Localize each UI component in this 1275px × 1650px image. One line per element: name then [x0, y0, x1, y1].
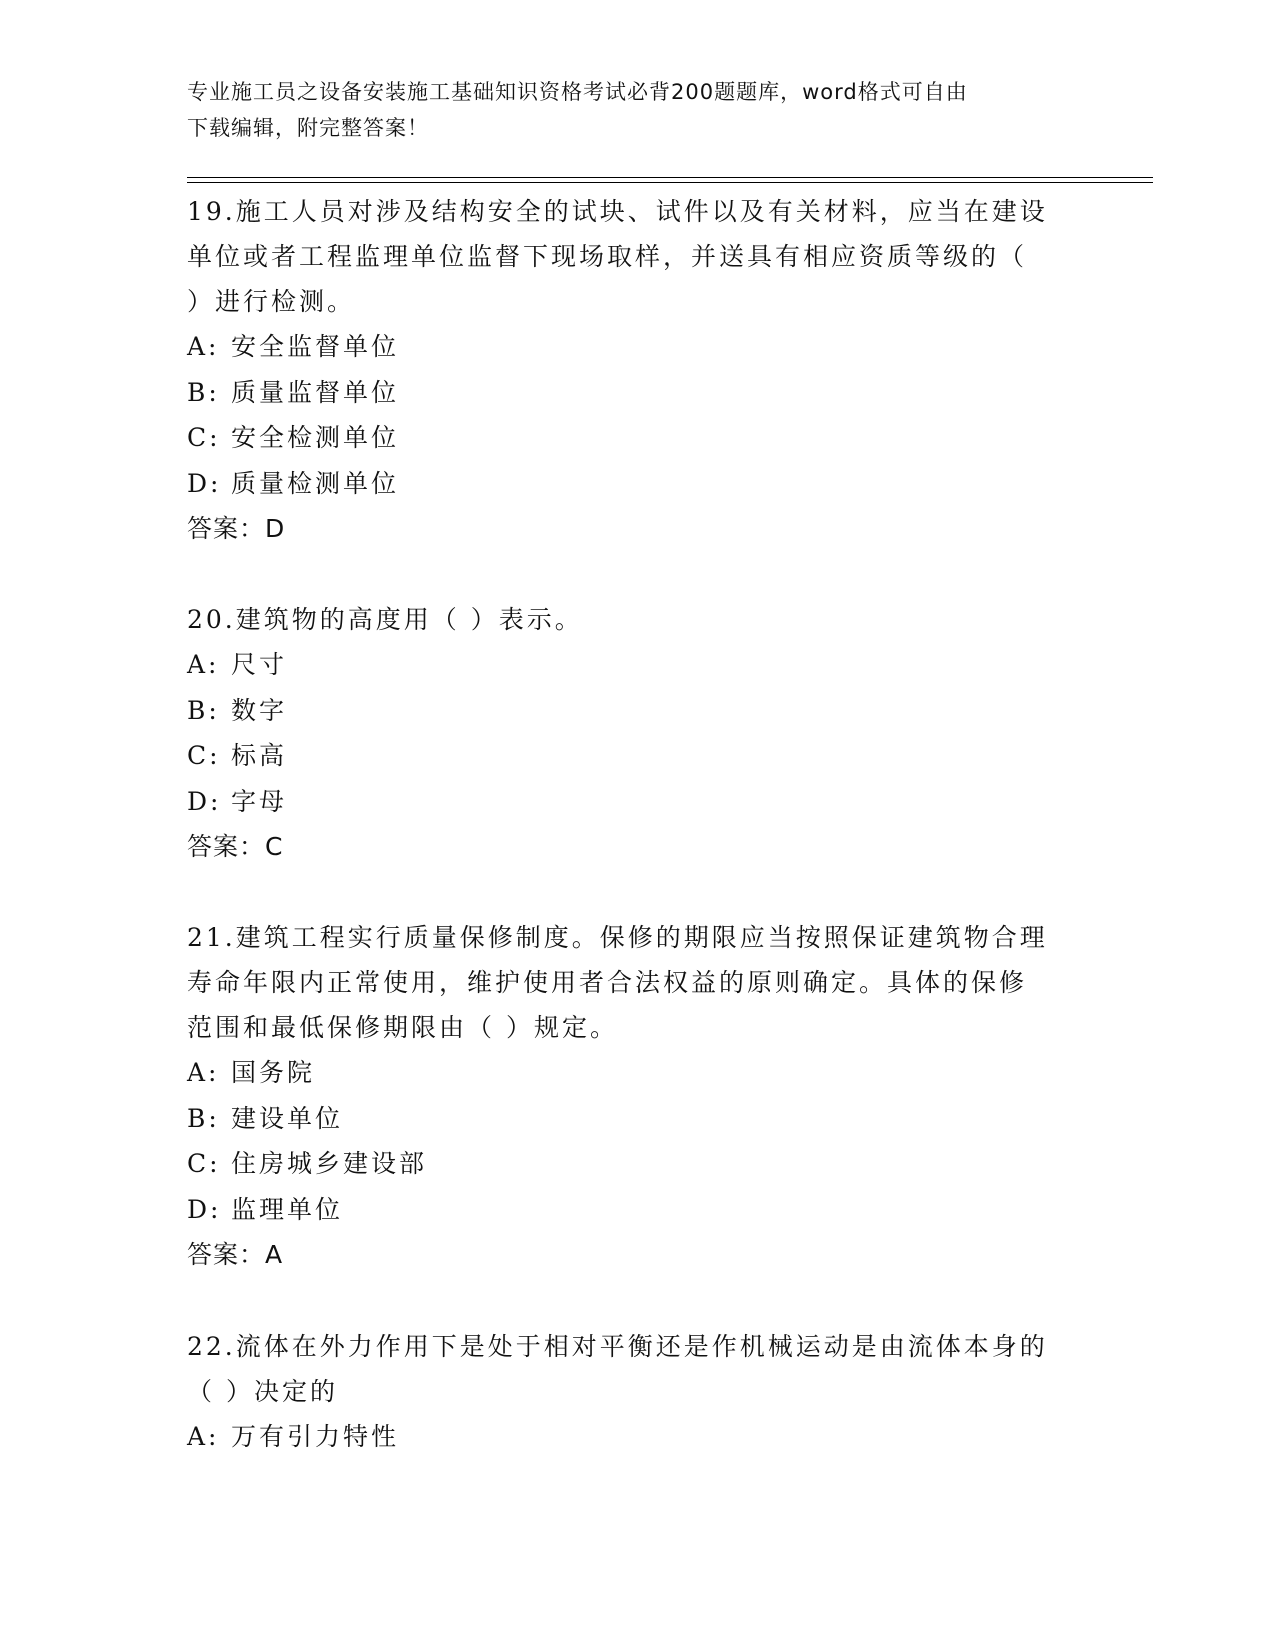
option-key: D: — [187, 468, 222, 498]
option-key: C: — [187, 741, 221, 770]
option-a — [187, 324, 1077, 370]
option-text: 尺寸 — [231, 650, 288, 679]
question-stem-line: （ ）决定的 — [187, 1377, 338, 1406]
header-line-2: 下载编辑，附完整答案！ — [187, 116, 429, 140]
option-d — [187, 461, 1077, 507]
option-key: A: — [187, 332, 220, 361]
question-stem-line: ）进行检测。 — [187, 287, 356, 316]
question-stem-line: 21.建筑工程实行质量保修制度。保修的期限应当按照保证建筑物合理 — [187, 923, 1048, 952]
question-22 — [187, 1324, 1077, 1460]
option-text: 监理单位 — [231, 1194, 344, 1224]
answer-line: 答案：C — [187, 832, 284, 861]
option-key: A: — [187, 1058, 220, 1087]
answer-line: 答案：D — [187, 514, 286, 543]
option-text: 质量检测单位 — [231, 468, 400, 498]
option-b — [187, 688, 1077, 734]
option-text: 标高 — [231, 741, 288, 770]
question-21 — [187, 915, 1077, 1277]
option-b — [187, 1096, 1077, 1142]
question-stem-line: 19.施工人员对涉及结构安全的试块、试件以及有关材料，应当在建设 — [187, 197, 1048, 226]
option-key: C: — [187, 1149, 221, 1178]
option-d — [187, 779, 1077, 825]
option-text: 安全检测单位 — [231, 423, 400, 452]
option-c — [187, 415, 1077, 461]
option-text: 数字 — [231, 695, 288, 725]
header-divider-bottom — [187, 182, 1153, 183]
option-key: B: — [187, 377, 220, 407]
option-key: B: — [187, 1103, 220, 1133]
option-a — [187, 642, 1077, 688]
header-divider-top — [187, 177, 1153, 178]
header-line-1: 专业施工员之设备安装施工基础知识资格考试必背200题题库，word格式可自由 — [187, 80, 968, 104]
option-key: A: — [187, 1422, 220, 1451]
option-text: 质量监督单位 — [231, 377, 400, 407]
option-text: 建设单位 — [231, 1103, 344, 1133]
option-c — [187, 733, 1077, 779]
option-b — [187, 370, 1077, 416]
question-stem-line: 范围和最低保修期限由（ ）规定。 — [187, 1013, 618, 1042]
option-key: B: — [187, 695, 220, 725]
option-key: C: — [187, 423, 221, 452]
option-key: A: — [187, 650, 220, 679]
option-d — [187, 1187, 1077, 1233]
option-text: 住房城乡建设部 — [231, 1149, 428, 1178]
question-stem-line: 单位或者工程监理单位监督下现场取样，并送具有相应资质等级的（ — [187, 242, 1028, 271]
question-stem-line: 22.流体在外力作用下是处于相对平衡还是作机械运动是由流体本身的 — [187, 1332, 1048, 1361]
option-text: 安全监督单位 — [231, 332, 400, 361]
option-key: D: — [187, 786, 222, 816]
option-text: 国务院 — [231, 1058, 316, 1087]
question-19 — [187, 189, 1077, 551]
answer-line: 答案：A — [187, 1240, 284, 1269]
document-header — [187, 74, 1087, 146]
option-a — [187, 1050, 1077, 1096]
option-text: 字母 — [231, 786, 288, 816]
question-20 — [187, 597, 1077, 869]
option-text: 万有引力特性 — [231, 1422, 400, 1451]
option-key: D: — [187, 1194, 222, 1224]
question-stem-line: 寿命年限内正常使用，维护使用者合法权益的原则确定。具体的保修 — [187, 968, 1028, 997]
option-c — [187, 1141, 1077, 1187]
option-a — [187, 1414, 1077, 1460]
question-stem-line: 20.建筑物的高度用（ ）表示。 — [187, 605, 583, 634]
